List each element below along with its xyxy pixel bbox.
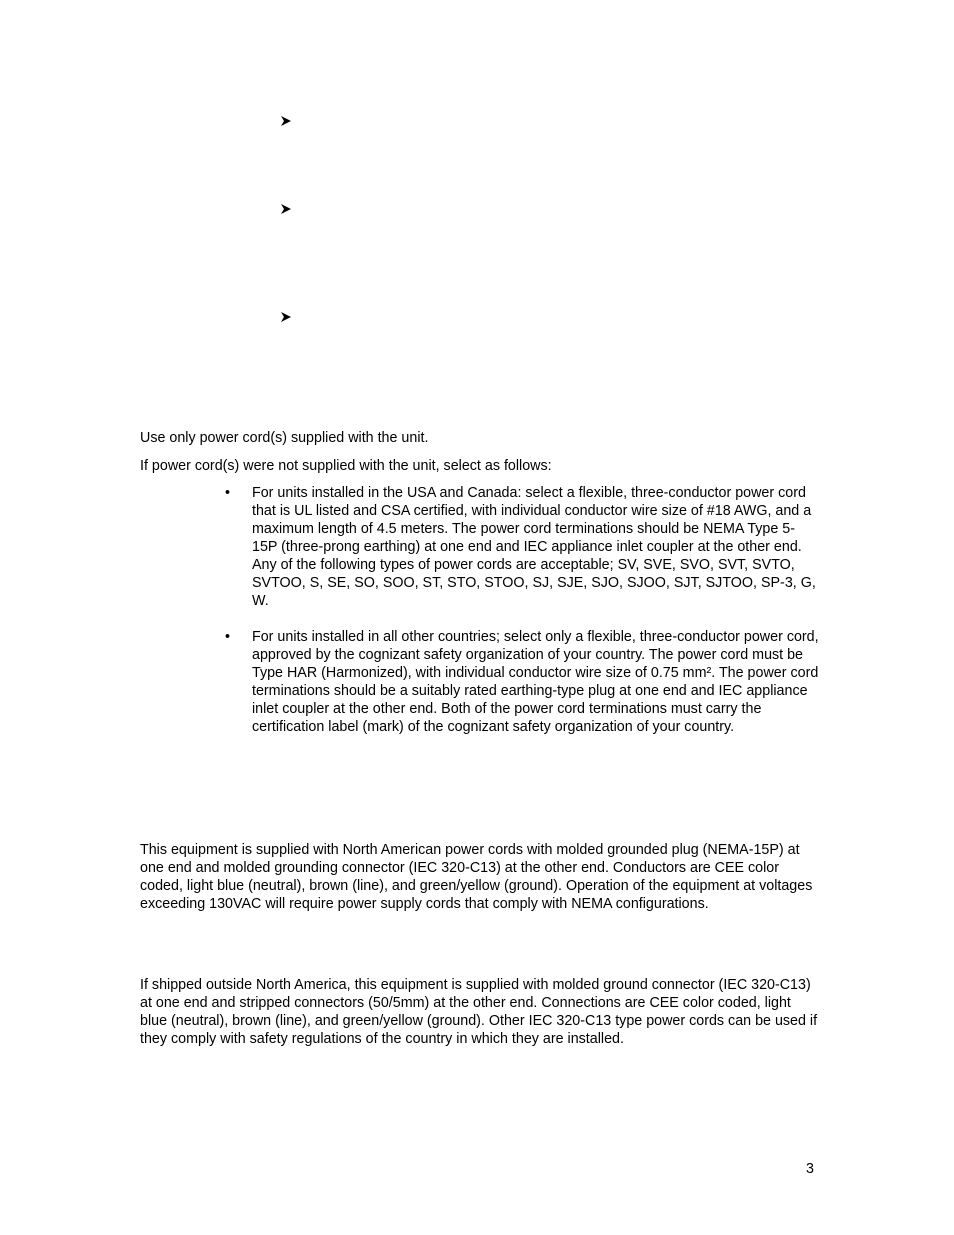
list-item bbox=[220, 484, 820, 610]
disc-bullet-icon: • bbox=[225, 629, 231, 645]
arrowhead-bullet-icon bbox=[280, 203, 294, 217]
list-item-text: For units installed in the USA and Canada: select a flexible, three-conductor power cord that is UL listed and CSA certified, with individual conductor wire size of #18 AWG, and a maximum length of 4.5 meters. The power cord terminations should be NEMA Type 5-15P (three-prong earthing) at one end and IEC appliance inlet coupler at the other end. Any of the following types of power cords are acceptable; SV, SVE, SVO, SVT, SVTO, SVTOO, S, SE, SO, SOO, ST, STO, STOO, SJ, SJE, SJO, SJOO, SJT, SJTOO, SP-3, G, W. bbox=[252, 485, 816, 609]
power-cord-requirements-list bbox=[220, 484, 820, 754]
arrowhead-bullet-icon bbox=[280, 311, 294, 325]
list-item-text: For units installed in all other countries; select only a flexible, three-conductor power cord, approved by the cognizant safety organization of your country. The power cord must be Type HAR (Harmonized), with individual conductor wire size of 0.75 mm². The power cord terminations should be a suitably rated earthing-type plug at one end and IEC appliance inlet coupler at the other end. Both of the power cord terminations must carry the certification label (mark) of the cognizant safety organization of your country. bbox=[252, 629, 819, 735]
disc-bullet-icon: • bbox=[225, 485, 231, 501]
arrowhead-bullet-icon bbox=[280, 115, 294, 129]
north-america-paragraph: This equipment is supplied with North American power cords with molded grounded plug (NEMA-15P) at one end and molded grounding connector (IEC 320-C13) at the other end. Conductors are CEE color coded, light blue (neutral), brown (line), and green/yellow (ground). Operation of the equipment at voltages exceeding 130VAC will require power supply cords that comply with NEMA configurations. bbox=[140, 842, 813, 912]
page-number: 3 bbox=[806, 1161, 814, 1177]
list-item bbox=[220, 628, 820, 736]
intro-line-2: If power cord(s) were not supplied with the unit, select as follows: bbox=[140, 458, 552, 474]
intro-line-1: Use only power cord(s) supplied with the unit. bbox=[140, 430, 429, 446]
outside-north-america-paragraph: If shipped outside North America, this equipment is supplied with molded ground connector (IEC 320-C13) at one end and stripped connectors (50/5mm) at the other end. Connections are CEE color coded, light blue (neutral), brown (line), and green/yellow (ground). Other IEC 320-C13 type power cords can be used if they comply with safety regulations of the country in which they are installed. bbox=[140, 977, 818, 1047]
